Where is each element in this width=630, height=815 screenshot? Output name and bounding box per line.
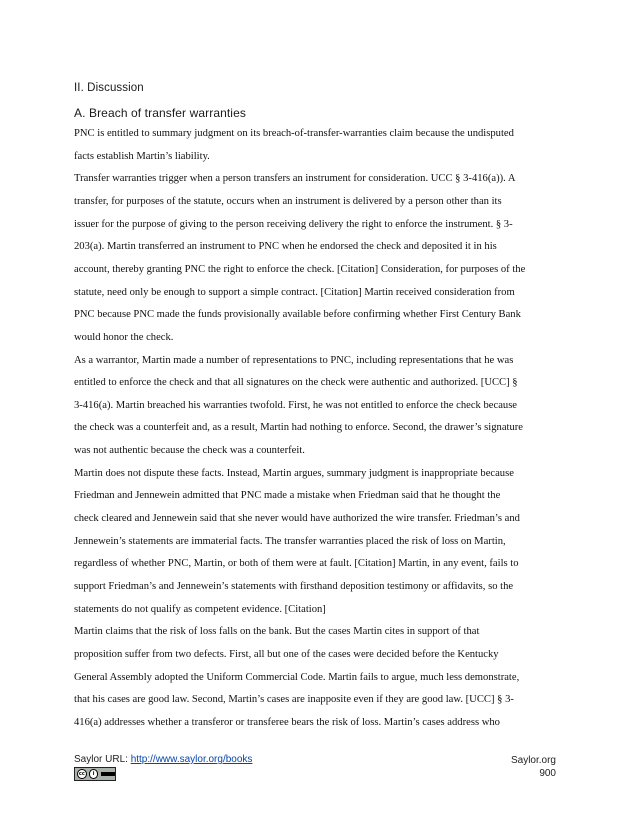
text-line: 416(a) addresses whether a transferor or transferee bears the risk of loss. Martin’s cases address who: [74, 716, 500, 728]
text-line: transfer, for purposes of the statute, occurs when an instrument is delivered by a person other than its: [74, 195, 502, 207]
text-line: PNC is entitled to summary judgment on its breach-of-transfer-warranties claim because the undisputed: [74, 128, 514, 139]
cc-circle-icon: cc: [78, 771, 85, 777]
text-line: Friedman and Jennewein admitted that PNC made a mistake when Friedman said that he thought the: [74, 490, 501, 502]
text-line: check cleared and Jennewein said that she never would have authorized the wire transfer. Friedman’s and: [74, 513, 520, 525]
page-number: 900: [539, 768, 556, 779]
text-line: was not authentic because the check was a counterfeit.: [74, 445, 305, 457]
text-line: issuer for the purpose of giving to the person receiving delivery the right to enforce the instrument. § 3-: [74, 218, 513, 230]
text-line: proposition suffer from two defects. First, all but one of the cases were decided before the Kentucky: [74, 648, 499, 660]
text-line: General Assembly adopted the Uniform Commercial Code. Martin fails to argue, much less demonstrate,: [74, 671, 520, 683]
subsection-heading: A. Breach of transfer warranties: [74, 106, 246, 120]
license-strip-icon: [101, 772, 115, 776]
text-line: Martin does not dispute these facts. Instead, Martin argues, summary judgment is inappropriate because: [74, 467, 514, 479]
text-line: that his cases are good law. Second, Martin’s cases are inapposite even if they are good law. [UCC] § 3-: [74, 694, 514, 706]
text-line: statements do not qualify as competent evidence. [Citation]: [74, 603, 326, 615]
text-line: facts establish Martin’s liability.: [74, 150, 210, 162]
footer-url-link[interactable]: http://www.saylor.org/books: [130, 754, 253, 765]
attribution-person-icon: i: [89, 769, 99, 779]
text-line: Martin claims that the risk of loss falls on the bank. But the cases Martin cites in support of that: [74, 626, 480, 638]
text-line: Jennewein’s statements are immaterial facts. The transfer warranties placed the risk of loss on Martin,: [74, 535, 506, 547]
footer-right: [511, 754, 556, 780]
text-line: Transfer warranties trigger when a person transfers an instrument for consideration. UCC § 3-416(a)). A: [74, 173, 516, 185]
text-line: 3-416(a). Martin breached his warranties twofold. First, he was not entitled to enforce the check because: [74, 399, 518, 411]
creative-commons-by-icon: [74, 767, 116, 781]
text-line: regardless of whether PNC, Martin, or both of them were at fault. [Citation] Martin, in any event, fails to: [74, 558, 519, 570]
text-line: statute, need only be enough to support a simple contract. [Citation] Martin received consideration from: [74, 286, 515, 298]
section-heading: II. Discussion: [74, 82, 144, 94]
text-line: support Friedman’s and Jennewein’s statements with firsthand deposition testimony or affidavits, so the: [74, 581, 514, 592]
text-line: As a warrantor, Martin made a number of representations to PNC, including representations that he was: [74, 354, 514, 366]
text-line: entitled to enforce the check and that all signatures on the check were authentic and authorized. [UCC] §: [74, 377, 518, 389]
footer-source: [74, 754, 252, 765]
footer-url-label: Saylor URL:: [74, 754, 131, 765]
footer-site: Saylor.org: [510, 755, 556, 766]
text-line: the check was a counterfeit and, as a result, Martin had nothing to enforce. Second, the drawer’s signature: [74, 422, 523, 434]
text-line: account, thereby granting PNC the right to enforce the check. [Citation] Consideration, for purposes of the: [74, 263, 526, 275]
text-line: PNC because PNC made the funds provisionally available before confirming whether First Century Bank: [74, 309, 521, 321]
text-line: would honor the check.: [74, 331, 174, 343]
text-line: 203(a). Martin transferred an instrument to PNC when he endorsed the check and deposited it in his: [74, 241, 497, 253]
